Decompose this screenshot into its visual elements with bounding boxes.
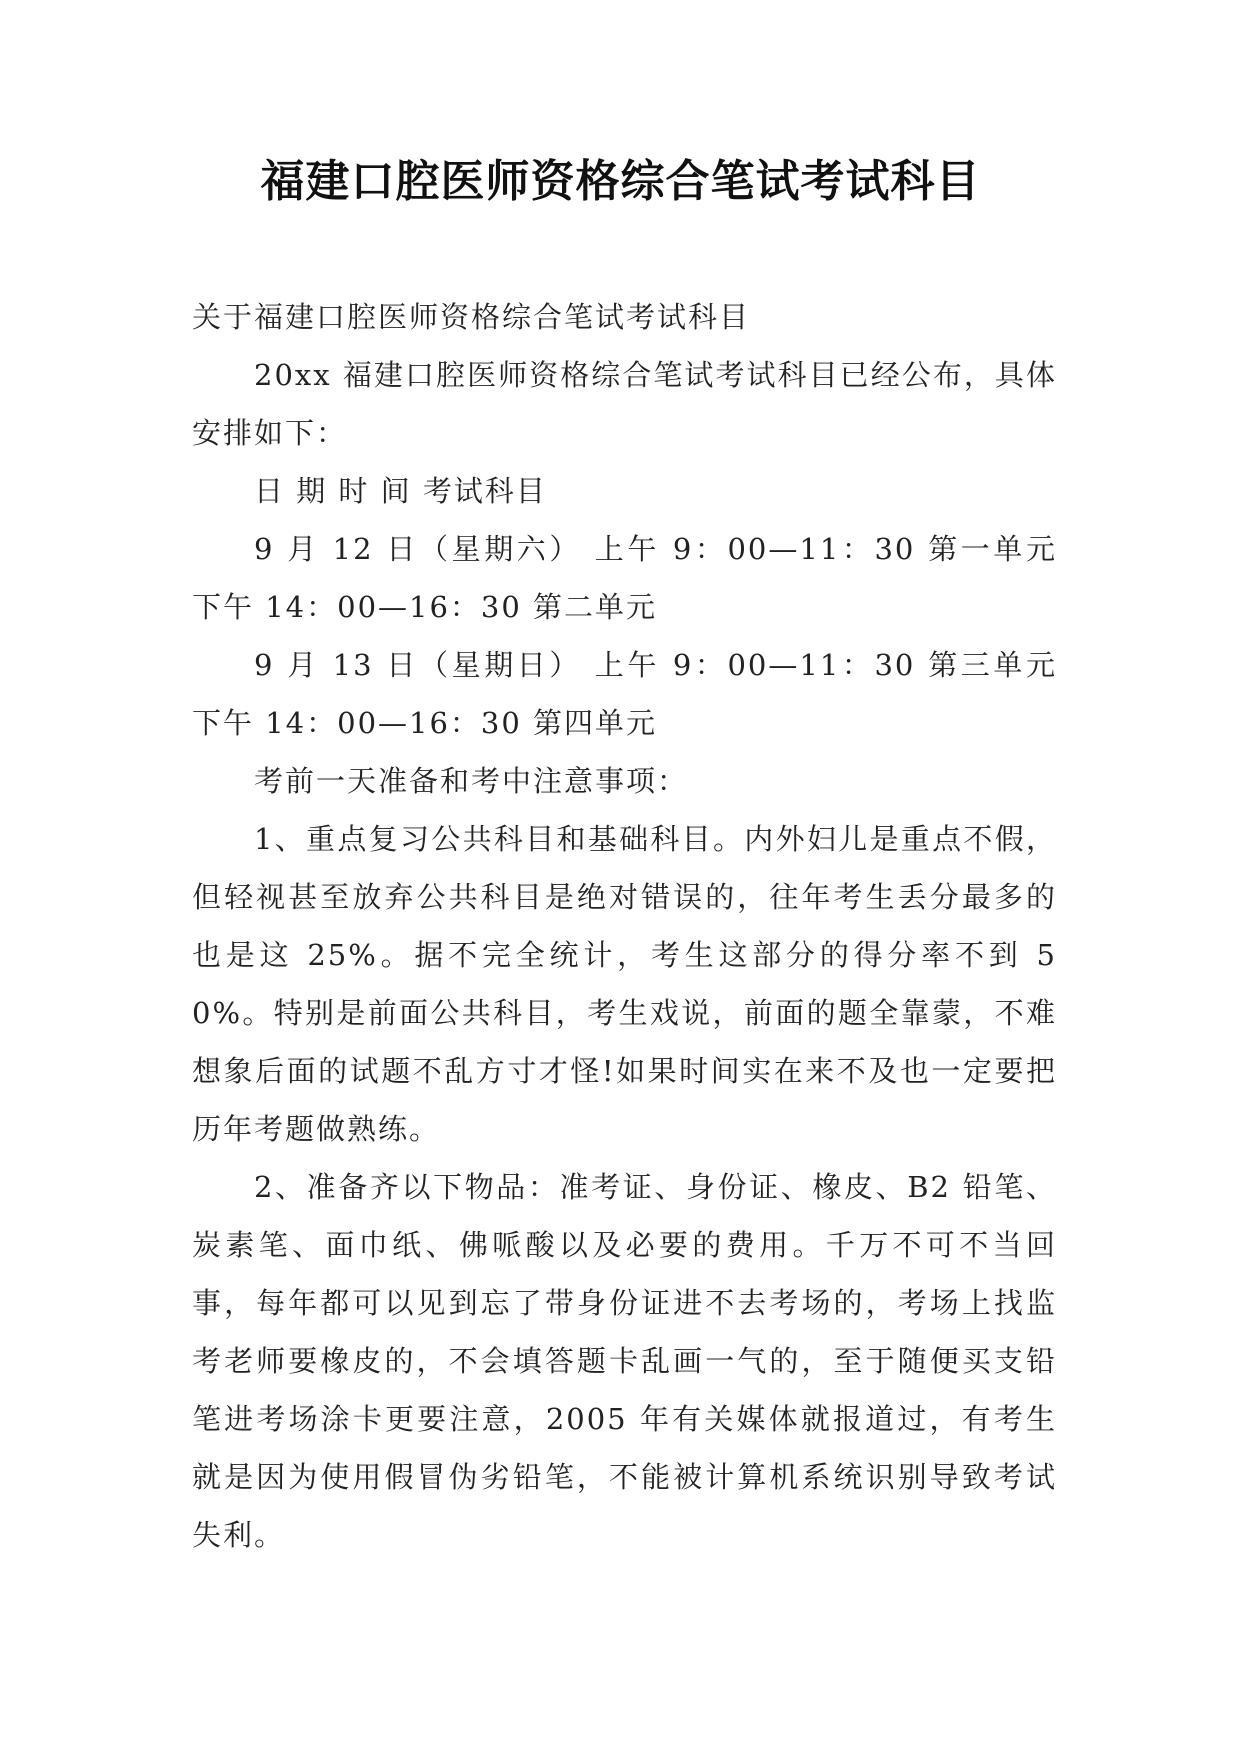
notes-heading: 考前一天准备和考中注意事项： — [254, 764, 689, 798]
schedule-day-1: 9 月 12 日（星期六） 上午 9：00—11：30 第一单元 下午 14：00—16：30 第二单元 — [192, 532, 1057, 624]
note-1: 1、重点复习公共科目和基础科目。内外妇儿是重点不假，但轻视甚至放弃公共科目是绝对错误的，往年考生丢分最多的也是这 25%。据不完全统计，考生这部分的得分率不到 50%。特别是前面公共科目，考生戏说，前面的题全靠蒙，不难想象后面的试题不乱方寸才怪!如果时间实在来不及也一定要把历年考题做熟练。 — [192, 822, 1057, 1146]
paragraph-announcement: 20xx 福建口腔医师资格综合笔试考试科目已经公布，具体安排如下： — [192, 358, 1057, 450]
schedule-header: 日 期 时 间 考试科目 — [254, 474, 547, 508]
note-2: 2、准备齐以下物品：准考证、身份证、橡皮、B2 铅笔、炭素笔、面巾纸、佛哌酸以及必要的费用。千万不可不当回事，每年都可以见到忘了带身份证进不去考场的，考场上找监考老师要橡皮的，不会填答题卡乱画一气的，至于随便买支铅笔进考场涂卡更要注意，2005 年有关媒体就报道过，有考生就是因为使用假冒伪劣铅笔，不能被计算机系统识别导致考试失利。 — [192, 1170, 1057, 1552]
paragraph-intro: 关于福建口腔医师资格综合笔试考试科目 — [192, 300, 751, 334]
document-title: 福建口腔医师资格综合笔试考试科目 — [260, 156, 981, 207]
schedule-day-2: 9 月 13 日（星期日） 上午 9：00—11：30 第三单元 下午 14：00—16：30 第四单元 — [192, 648, 1057, 740]
document-body — [192, 288, 1057, 1564]
